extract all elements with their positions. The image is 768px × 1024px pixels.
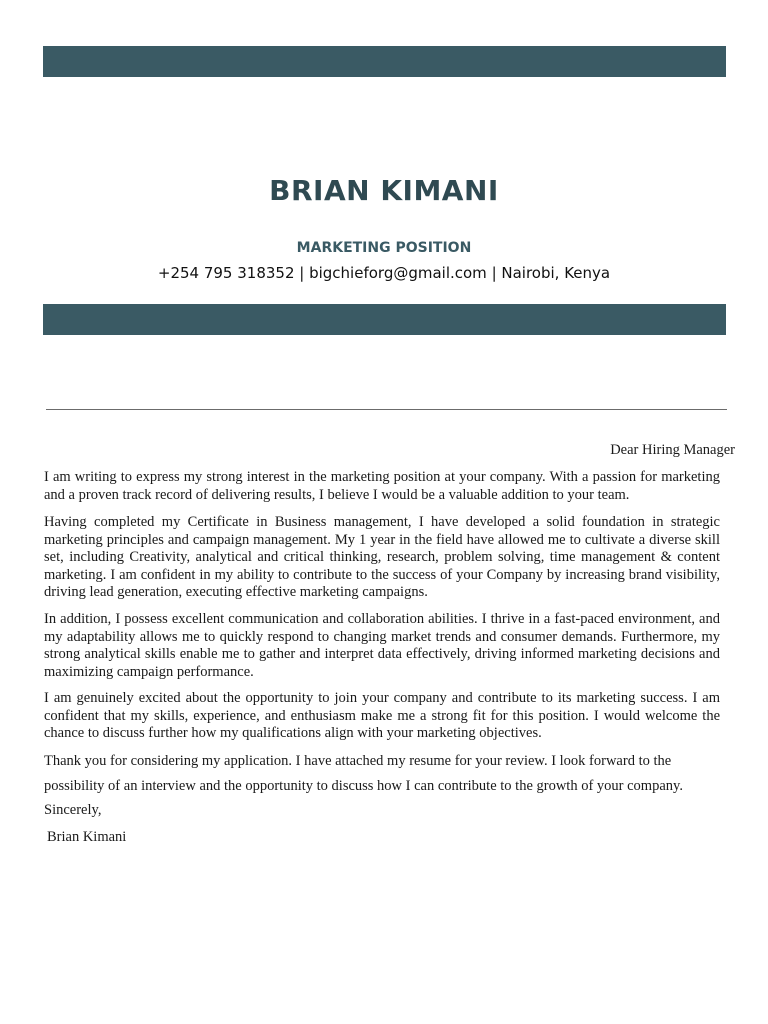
divider-rule xyxy=(46,409,727,410)
thanks-line-2: possibility of an interview and the opportunity to discuss how I can contribute to the growth of your company. xyxy=(44,778,683,794)
applicant-name: BRIAN KIMANI xyxy=(269,174,499,207)
body-paragraph-3: In addition, I possess excellent communication and collaboration abilities. I thrive in a fast-paced environment, and my adaptability allows me to quickly respond to changing market trends and consumer demands. Furthermore, my strong analytical skills enable me to gather and interpret data effectively, driving informed marketing decisions and maximizing campaign performance. xyxy=(44,611,720,680)
body-paragraph-4: I am genuinely excited about the opportunity to join your company and contribute to its marketing success. I am confident that my skills, experience, and enthusiasm make me a strong fit for this position. I would welcome the chance to discuss further how my qualifications align with your marketing objectives. xyxy=(44,690,720,742)
body-paragraph-1: I am writing to express my strong interest in the marketing position at your company. With a passion for marketing and a proven track record of delivering results, I believe I would be a valuable addition to your team. xyxy=(44,469,720,503)
signature-name: Brian Kimani xyxy=(47,829,127,845)
position-title: MARKETING POSITION xyxy=(296,240,472,256)
salutation: Dear Hiring Manager xyxy=(610,442,735,458)
contact-info: +254 795 318352 | bigchieforg@gmail.com | Nairobi, Kenya xyxy=(157,264,611,282)
thanks-line-1: Thank you for considering my application. I have attached my resume for your review. I look forward to the xyxy=(44,753,672,769)
header-top-band xyxy=(43,46,726,77)
header-bottom-band xyxy=(43,304,726,335)
closing: Sincerely, xyxy=(44,802,102,818)
body-paragraph-2: Having completed my Certificate in Business management, I have developed a solid foundation in strategic marketing principles and campaign management. My 1 year in the field have allowed me to cultivate a diverse skill set, including Creativity, analytical and critical thinking, research, problem solving, time management & content marketing. I am confident in my ability to contribute to the success of your Company by increasing brand visibility, driving lead generation, executing effective marketing campaigns. xyxy=(44,514,720,601)
